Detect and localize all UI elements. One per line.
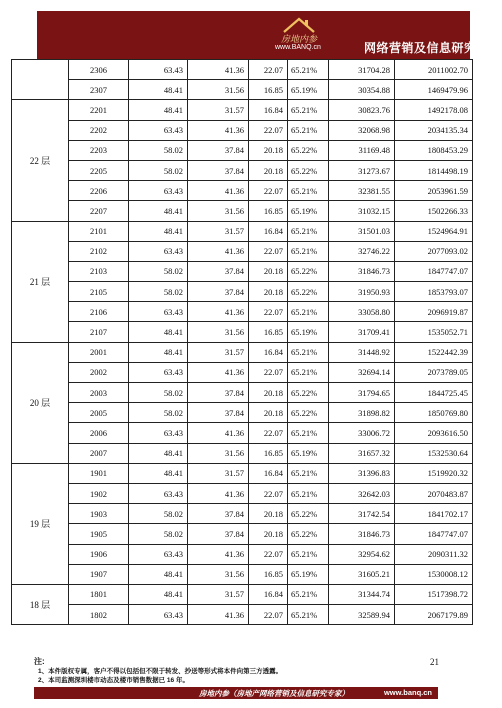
table-row (12, 221, 473, 241)
table-row (12, 241, 473, 261)
header-title: 网络营销及信息研究专家 (364, 41, 502, 55)
table-cell: 20.18 (249, 140, 288, 160)
table-cell: 65.22% (288, 140, 329, 160)
table-cell: 63.43 (129, 302, 188, 322)
table-cell: 65.19% (288, 201, 329, 221)
table-row (12, 443, 473, 463)
table-cell: 2007 (69, 443, 129, 463)
table-row (12, 605, 473, 625)
table-cell: 1847747.07 (395, 261, 473, 281)
table-cell: 20.18 (249, 383, 288, 403)
table-cell: 20.18 (249, 504, 288, 524)
logo (267, 17, 367, 55)
table-row (12, 584, 473, 604)
table-row (12, 60, 473, 80)
table-cell: 1535052.71 (395, 322, 473, 342)
note-1: 1、本件版权专属，客户不得以包括但不限于转发、抄送等形式将本件向第三方透露。 (38, 668, 283, 675)
floor-cell: 18 层 (12, 584, 69, 624)
table-cell: 20.18 (249, 524, 288, 544)
floor-cell: 20 层 (12, 342, 69, 463)
table-cell: 16.85 (249, 201, 288, 221)
table-cell: 41.36 (188, 605, 249, 625)
table-cell: 16.84 (249, 221, 288, 241)
table-cell: 65.21% (288, 544, 329, 564)
page-number: 21 (430, 657, 439, 667)
table-cell: 1808453.29 (395, 140, 473, 160)
table-cell: 1850769.80 (395, 403, 473, 423)
table-cell: 31501.03 (329, 221, 395, 241)
table-row (12, 483, 473, 503)
table-cell: 37.84 (188, 282, 249, 302)
table-cell: 1901 (69, 463, 129, 483)
table-cell: 32589.94 (329, 605, 395, 625)
table-cell: 58.02 (129, 261, 188, 281)
table-cell: 41.36 (188, 423, 249, 443)
table-cell: 31605.21 (329, 564, 395, 584)
table-cell: 58.02 (129, 403, 188, 423)
table-cell: 1853793.07 (395, 282, 473, 302)
table-cell: 1802 (69, 605, 129, 625)
table-cell: 1801 (69, 584, 129, 604)
table-cell: 1502266.33 (395, 201, 473, 221)
table-cell: 65.21% (288, 463, 329, 483)
table-cell: 65.21% (288, 181, 329, 201)
table-cell: 32746.22 (329, 241, 395, 261)
table-cell: 65.21% (288, 342, 329, 362)
table-cell: 1524964.91 (395, 221, 473, 241)
table-cell: 33058.80 (329, 302, 395, 322)
table-cell: 37.84 (188, 524, 249, 544)
table-cell: 2011002.70 (395, 60, 473, 80)
table-cell: 2002 (69, 362, 129, 382)
table-cell: 16.84 (249, 463, 288, 483)
table-cell: 16.84 (249, 342, 288, 362)
table-cell: 16.85 (249, 443, 288, 463)
table-cell: 48.41 (129, 80, 188, 100)
table-cell: 31273.67 (329, 160, 395, 180)
table-cell: 41.36 (188, 120, 249, 140)
table-cell: 37.84 (188, 160, 249, 180)
table-cell: 16.85 (249, 564, 288, 584)
table-cell: 32954.62 (329, 544, 395, 564)
table-cell: 63.43 (129, 483, 188, 503)
table-cell: 65.22% (288, 261, 329, 281)
table-row (12, 80, 473, 100)
table-row (12, 302, 473, 322)
table-cell: 37.84 (188, 383, 249, 403)
table-cell: 20.18 (249, 403, 288, 423)
table-cell: 2003 (69, 383, 129, 403)
table-cell: 16.84 (249, 584, 288, 604)
table-cell: 2203 (69, 140, 129, 160)
table-cell: 31.57 (188, 584, 249, 604)
table-cell: 58.02 (129, 504, 188, 524)
table-cell: 31344.74 (329, 584, 395, 604)
table-cell: 65.22% (288, 504, 329, 524)
logo-url: www.BANQ.cn (275, 44, 321, 51)
table-cell: 2067179.89 (395, 605, 473, 625)
table-cell: 31.56 (188, 80, 249, 100)
table-cell: 1847747.07 (395, 524, 473, 544)
table-cell: 33006.72 (329, 423, 395, 443)
table-cell: 65.21% (288, 120, 329, 140)
table-cell: 20.18 (249, 261, 288, 281)
table-cell: 65.22% (288, 160, 329, 180)
table-row (12, 201, 473, 221)
note-2: 2、本司监测深圳楼市动态及楼市销售数据已 16 年。 (38, 677, 189, 684)
table-cell: 22.07 (249, 302, 288, 322)
table-row (12, 282, 473, 302)
table-cell: 48.41 (129, 564, 188, 584)
table-cell: 41.36 (188, 241, 249, 261)
table-cell: 2077093.02 (395, 241, 473, 261)
table-row (12, 100, 473, 120)
table-cell: 41.36 (188, 483, 249, 503)
table-cell: 2096919.87 (395, 302, 473, 322)
table-cell: 1907 (69, 564, 129, 584)
table-cell: 31704.28 (329, 60, 395, 80)
table-cell: 20.18 (249, 160, 288, 180)
table-cell: 2070483.87 (395, 483, 473, 503)
table-cell: 2102 (69, 241, 129, 261)
footer-bar-url: www.banq.cn (383, 688, 432, 697)
table-cell: 32381.55 (329, 181, 395, 201)
table-row (12, 544, 473, 564)
table-cell: 63.43 (129, 544, 188, 564)
table-cell: 2307 (69, 80, 129, 100)
table-cell: 31846.73 (329, 261, 395, 281)
table-cell: 41.36 (188, 302, 249, 322)
table-cell: 48.41 (129, 342, 188, 362)
table-row (12, 504, 473, 524)
table-cell: 2202 (69, 120, 129, 140)
table-row (12, 383, 473, 403)
table-cell: 32694.14 (329, 362, 395, 382)
table-cell: 2090311.32 (395, 544, 473, 564)
footer-bar-text: 房地内参（房地产网络营销及信息研究专家） (199, 689, 349, 698)
table-cell: 31448.92 (329, 342, 395, 362)
footer-notes (34, 656, 432, 684)
table-row (12, 463, 473, 483)
table-cell: 63.43 (129, 241, 188, 261)
table-row (12, 261, 473, 281)
table-cell: 31950.93 (329, 282, 395, 302)
table-cell: 65.21% (288, 221, 329, 241)
table-cell: 31.56 (188, 322, 249, 342)
table-cell: 48.41 (129, 584, 188, 604)
table-cell: 65.21% (288, 605, 329, 625)
table-cell: 65.21% (288, 584, 329, 604)
table-cell: 31396.83 (329, 463, 395, 483)
table-cell: 22.07 (249, 362, 288, 382)
table-row (12, 342, 473, 362)
logo-name: 房地内参 (281, 34, 318, 44)
table-cell: 22.07 (249, 120, 288, 140)
table-cell: 31.57 (188, 221, 249, 241)
table-cell: 2053961.59 (395, 181, 473, 201)
table-cell: 65.22% (288, 524, 329, 544)
table-row (12, 160, 473, 180)
table-cell: 16.84 (249, 100, 288, 120)
table-cell: 2103 (69, 261, 129, 281)
table-cell: 2106 (69, 302, 129, 322)
table-cell: 2105 (69, 282, 129, 302)
table-cell: 65.21% (288, 483, 329, 503)
table-cell: 65.19% (288, 443, 329, 463)
table-cell: 37.84 (188, 140, 249, 160)
table-cell: 65.22% (288, 282, 329, 302)
table-cell: 31.57 (188, 342, 249, 362)
table-cell: 65.21% (288, 423, 329, 443)
table-cell: 1844725.45 (395, 383, 473, 403)
table-cell: 1519920.32 (395, 463, 473, 483)
table-cell: 22.07 (249, 241, 288, 261)
table-cell: 65.21% (288, 362, 329, 382)
table-cell: 58.02 (129, 160, 188, 180)
table-cell: 2001 (69, 342, 129, 362)
table-cell: 1903 (69, 504, 129, 524)
table-cell: 65.22% (288, 383, 329, 403)
table-cell: 16.85 (249, 322, 288, 342)
table-cell: 2306 (69, 60, 129, 80)
table-cell: 1902 (69, 483, 129, 503)
table-row (12, 524, 473, 544)
table-cell: 63.43 (129, 605, 188, 625)
table-cell: 63.43 (129, 362, 188, 382)
table-cell: 31.56 (188, 201, 249, 221)
table-cell: 41.36 (188, 544, 249, 564)
table-cell: 37.84 (188, 504, 249, 524)
table-cell: 31032.15 (329, 201, 395, 221)
price-table (11, 59, 473, 625)
table-cell: 65.21% (288, 60, 329, 80)
table-cell: 22.07 (249, 60, 288, 80)
table-row (12, 181, 473, 201)
table-cell: 31.57 (188, 463, 249, 483)
table-cell: 31.56 (188, 564, 249, 584)
floor-cell: 19 层 (12, 463, 69, 584)
table-cell: 20.18 (249, 282, 288, 302)
table-cell: 2006 (69, 423, 129, 443)
table-cell: 31794.65 (329, 383, 395, 403)
table-cell: 22.07 (249, 544, 288, 564)
table-cell: 2093616.50 (395, 423, 473, 443)
table-cell: 63.43 (129, 60, 188, 80)
table-cell: 2201 (69, 100, 129, 120)
table-cell: 58.02 (129, 383, 188, 403)
table-cell: 31742.54 (329, 504, 395, 524)
table-cell: 2107 (69, 322, 129, 342)
table-cell: 1522442.39 (395, 342, 473, 362)
table-cell: 31.56 (188, 443, 249, 463)
table-cell: 65.19% (288, 80, 329, 100)
table-cell: 41.36 (188, 60, 249, 80)
table-cell: 48.41 (129, 221, 188, 241)
table-cell: 65.21% (288, 100, 329, 120)
table-cell: 31898.82 (329, 403, 395, 423)
notes-label: 注: (34, 657, 45, 666)
table-cell: 2034135.34 (395, 120, 473, 140)
table-cell: 1517398.72 (395, 584, 473, 604)
table-cell: 37.84 (188, 261, 249, 281)
table-row (12, 403, 473, 423)
table-row (12, 120, 473, 140)
table-cell: 1532530.64 (395, 443, 473, 463)
table-row (12, 362, 473, 382)
table-cell: 41.36 (188, 181, 249, 201)
table-cell: 2207 (69, 201, 129, 221)
table-cell: 22.07 (249, 423, 288, 443)
table-cell: 65.21% (288, 302, 329, 322)
table-cell: 65.21% (288, 241, 329, 261)
table-cell: 1492178.08 (395, 100, 473, 120)
table-cell: 48.41 (129, 443, 188, 463)
table-cell: 22.07 (249, 605, 288, 625)
table-cell: 2005 (69, 403, 129, 423)
floor-cell: 21 层 (12, 221, 69, 342)
table-cell: 48.41 (129, 201, 188, 221)
table-row (12, 322, 473, 342)
table-cell: 22.07 (249, 181, 288, 201)
table-cell: 58.02 (129, 282, 188, 302)
table-row (12, 423, 473, 443)
table-cell: 48.41 (129, 322, 188, 342)
table-cell: 63.43 (129, 120, 188, 140)
house-roof-icon (283, 17, 315, 33)
table-cell: 32642.03 (329, 483, 395, 503)
table-cell: 2205 (69, 160, 129, 180)
table-cell: 31169.48 (329, 140, 395, 160)
table-cell: 63.43 (129, 423, 188, 443)
footer-bar (34, 687, 438, 699)
table-cell: 48.41 (129, 100, 188, 120)
table-cell: 1530008.12 (395, 564, 473, 584)
table-cell: 30354.88 (329, 80, 395, 100)
table-cell: 1814498.19 (395, 160, 473, 180)
table-cell: 58.02 (129, 140, 188, 160)
table-cell: 2101 (69, 221, 129, 241)
table-cell: 65.22% (288, 403, 329, 423)
table-cell: 1906 (69, 544, 129, 564)
table-cell: 63.43 (129, 181, 188, 201)
table-cell: 30823.76 (329, 100, 395, 120)
header-banner (37, 11, 502, 59)
table-cell: 58.02 (129, 524, 188, 544)
table-cell: 2206 (69, 181, 129, 201)
table-row (12, 140, 473, 160)
table-cell: 65.19% (288, 564, 329, 584)
table-cell: 1905 (69, 524, 129, 544)
table-cell: 31846.73 (329, 524, 395, 544)
table-cell: 48.41 (129, 463, 188, 483)
table-row (12, 564, 473, 584)
table-cell: 37.84 (188, 403, 249, 423)
table-cell: 1469479.96 (395, 80, 473, 100)
table-cell: 32068.98 (329, 120, 395, 140)
floor-cell: 22 层 (12, 100, 69, 221)
table-cell: 31709.41 (329, 322, 395, 342)
table-cell: 65.19% (288, 322, 329, 342)
table-cell: 41.36 (188, 362, 249, 382)
table-cell: 31657.32 (329, 443, 395, 463)
table-cell: 31.57 (188, 100, 249, 120)
floor-cell (12, 60, 69, 100)
table-cell: 16.85 (249, 80, 288, 100)
table-cell: 22.07 (249, 483, 288, 503)
table-cell: 1841702.17 (395, 504, 473, 524)
table-cell: 2073789.05 (395, 362, 473, 382)
